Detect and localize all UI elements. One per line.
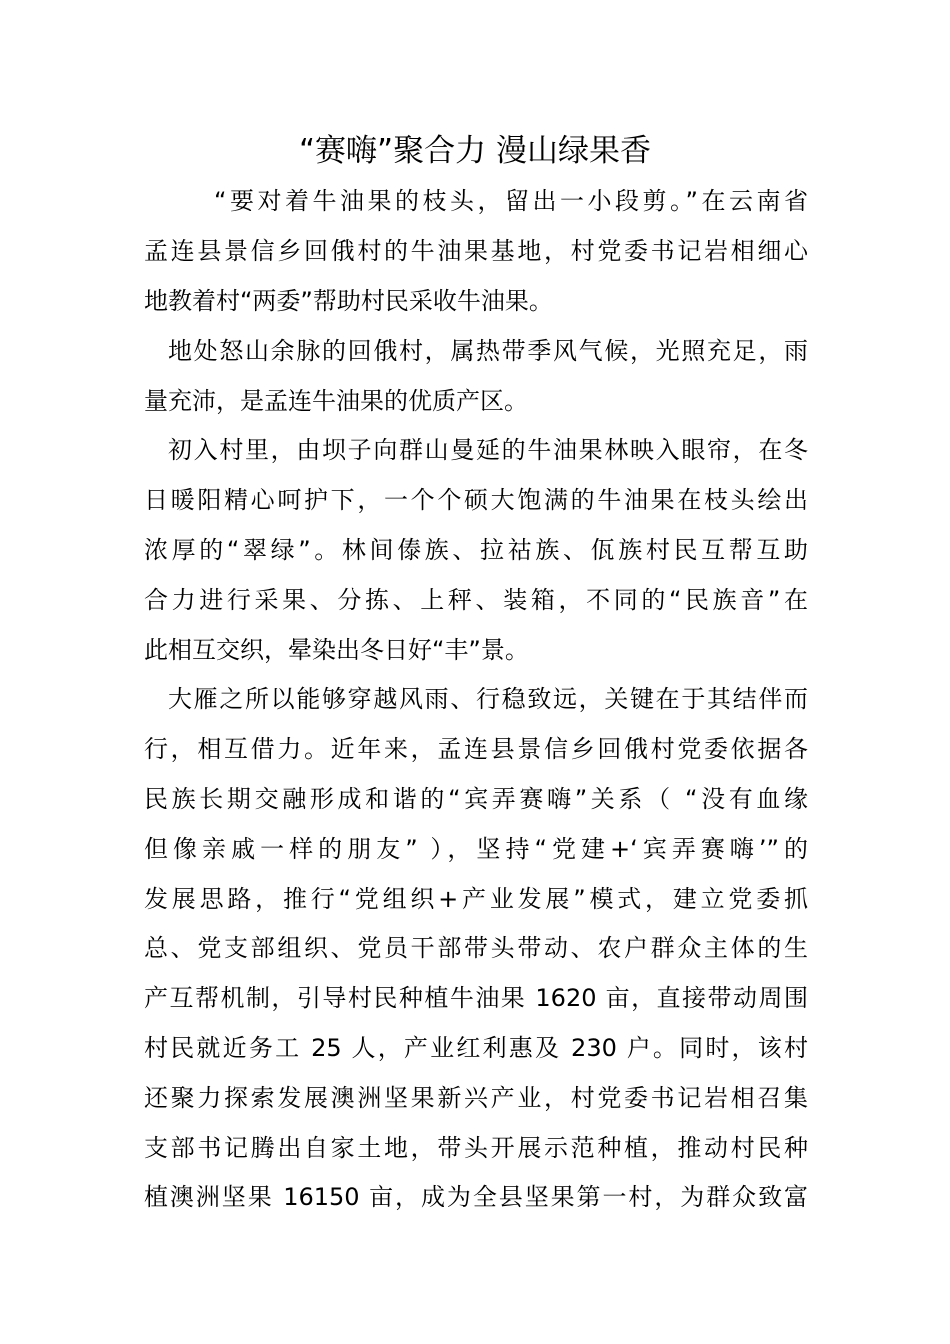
paragraph-1-line-2: 孟连县景信乡回俄村的牛油果基地，村党委书记岩相细心	[144, 237, 808, 265]
paragraph-4-line-8: 村民就近务工 25 人，产业红利惠及 230 户。同时，该村	[144, 1034, 808, 1062]
paragraph-4-line-6: 总、党支部组织、党员干部带头带动、农户群众主体的生	[144, 934, 808, 962]
paragraph-4-line-10: 支部书记腾出自家土地，带头开展示范种植，推动村民种	[144, 1134, 808, 1162]
paragraph-3-line-3: 浓厚的“翠绿”。林间傣族、拉祜族、佤族村民互帮互助	[144, 536, 808, 564]
article-title: “赛嗨”聚合力 漫山绿果香	[299, 133, 651, 169]
paragraph-2-line-1: 地处怒山余脉的回俄村，属热带季风气候，光照充足，雨	[168, 337, 808, 365]
paragraph-3-line-4: 合力进行采果、分拣、上秤、装箱，不同的“民族音”在	[144, 586, 808, 614]
paragraph-3-line-5: 此相互交织，晕染出冬日好“丰”景。	[144, 636, 529, 664]
paragraph-1-line-3: 地教着村“两委”帮助村民采收牛油果。	[144, 287, 553, 315]
paragraph-4-line-2: 行，相互借力。近年来，孟连县景信乡回俄村党委依据各	[144, 735, 808, 763]
paragraph-4-line-11: 植澳洲坚果 16150 亩，成为全县坚果第一村，为群众致富	[144, 1183, 808, 1211]
paragraph-4-line-9: 还聚力探索发展澳洲坚果新兴产业，村党委书记岩相召集	[144, 1084, 808, 1112]
paragraph-1-line-1: “要对着牛油果的枝头，留出一小段剪。”在云南省	[214, 187, 808, 215]
paragraph-3-line-2: 日暖阳精心呵护下，一个个硕大饱满的牛油果在枝头绘出	[144, 486, 808, 514]
paragraph-3-line-1: 初入村里，由坝子向群山曼延的牛油果林映入眼帘，在冬	[168, 436, 808, 464]
paragraph-4-line-5: 发展思路，推行“党组织+产业发展”模式，建立党委抓	[144, 885, 808, 913]
paragraph-4-line-7: 产互帮机制，引导村民种植牛油果 1620 亩，直接带动周围	[144, 984, 808, 1012]
paragraph-2-line-2: 量充沛，是孟连牛油果的优质产区。	[144, 387, 528, 415]
paragraph-4-line-3: 民族长期交融形成和谐的“宾弄赛嗨”关系（ “没有血缘	[144, 785, 808, 813]
paragraph-4-line-4: 但像亲戚一样的朋友” ），坚持“党建+‘宾弄赛嗨’”的	[144, 835, 808, 863]
paragraph-4-line-1: 大雁之所以能够穿越风雨、行稳致远，关键在于其结伴而	[168, 685, 808, 713]
